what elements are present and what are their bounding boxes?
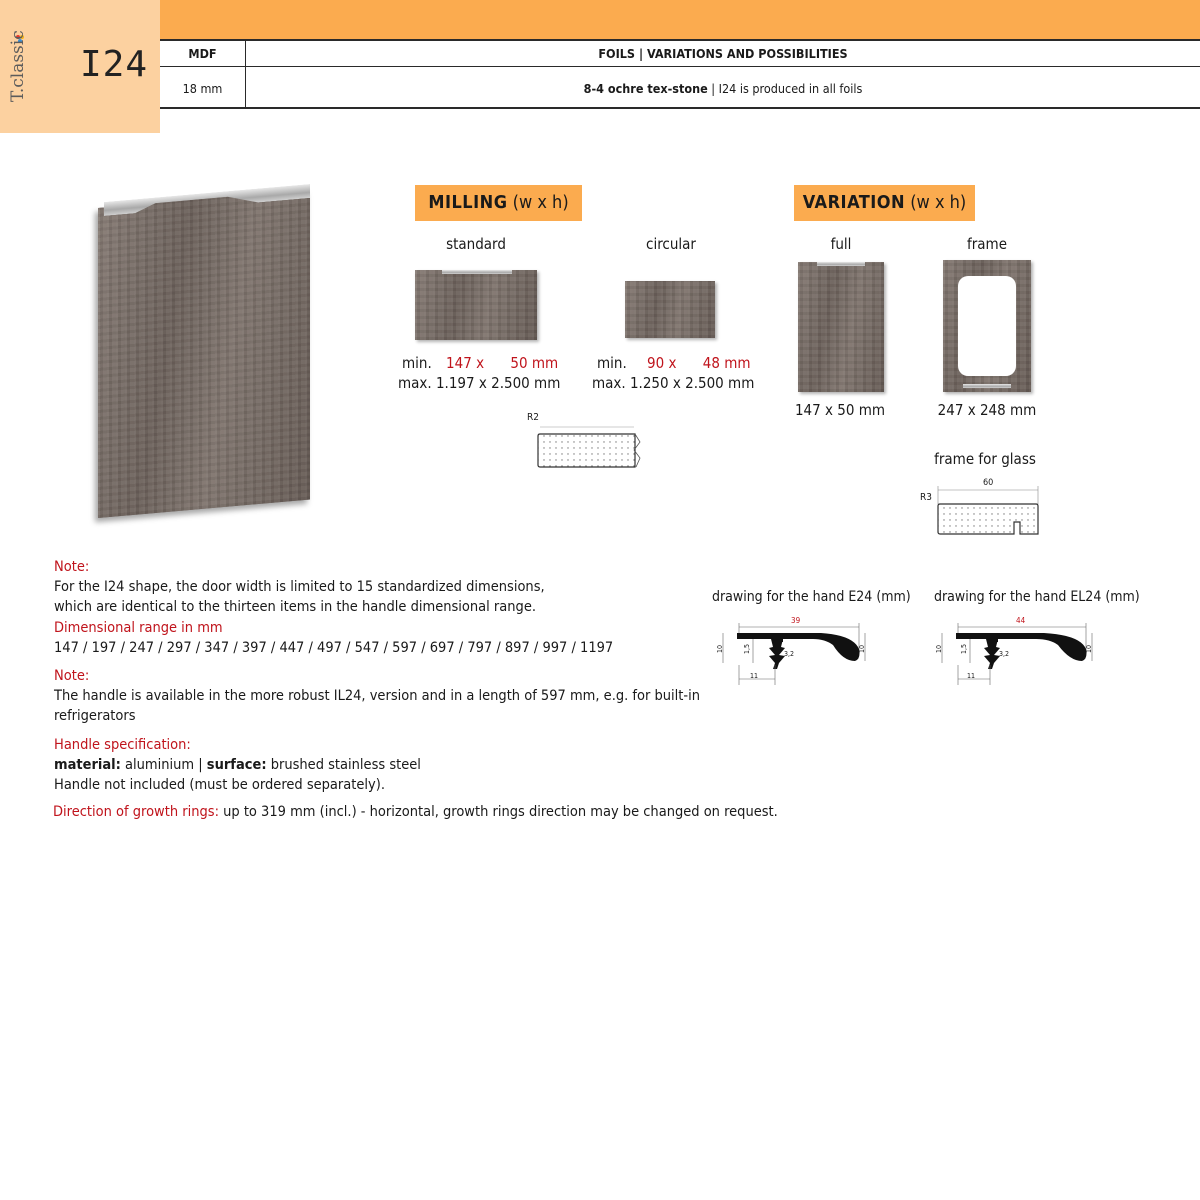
range-values: 147 / 197 / 247 / 297 / 347 / 397 / 447 / 497 / 547 / 597 / 697 / 797 / 897 / 997 / 1197 [54,640,614,656]
el24-top-dim: 44 [1016,616,1026,625]
min-height: 48 mm [702,354,751,372]
growth-val: up to 319 mm (incl.) - horizontal, growth rings direction may be changed on request. [218,804,778,820]
note2-title: Note: [54,668,90,684]
min-prefix: min. [402,354,432,372]
min-width: 147 x [446,354,485,372]
variation-full-sample [798,262,884,392]
r3-label: R3 [920,492,932,503]
brand-logo [8,30,48,116]
col-foils-header: FOILS | VARIATIONS AND POSSIBILITIES [598,46,848,61]
thickness-value: 18 mm [182,81,223,96]
variation-full-size: 147 x 50 mm [794,401,886,419]
brand-name: T.classic [8,30,28,102]
milling-circular-min [597,354,751,372]
min-width: 90 x [647,354,677,372]
note2-line1: The handle is available in the more robust IL24, version and in a length of 597 mm, e.g. for built-in [54,688,700,704]
milling-title: MILLING [428,192,508,213]
spec-title: Handle specification: [54,737,191,753]
el24-inner-dim: 1,5 [960,643,969,655]
milling-suffix: (w x h) [507,192,569,213]
note1-line2: which are identical to the thirteen items in the handle dimensional range. [54,599,536,615]
door-image [98,189,310,518]
e24-bottom-dim: 11 [750,672,759,680]
milling-circular-max: max. 1.250 x 2.500 mm [592,374,755,392]
note2-line2: refrigerators [54,708,136,724]
milling-standard-label: standard [446,235,506,253]
top-bar [160,0,1200,40]
el24-height-left: 10 [935,644,944,654]
variation-tag [794,185,975,221]
el24-height-right: 10 [1085,644,1094,654]
spec-line2: Handle not included (must be ordered separately). [54,777,385,793]
variation-title: VARIATION [802,192,906,213]
drawing-e24-title: drawing for the hand E24 (mm) [712,589,911,605]
spec-line1 [54,755,421,775]
variation-full-handle [817,262,865,266]
milling-standard-sample [415,270,537,340]
e24-height-right: 10 [858,644,867,654]
foil-name: 8-4 ochre tex-stone [583,81,708,96]
min-prefix: min. [597,354,627,372]
e24-inner-dim: 1,5 [743,643,752,655]
header-line-bottom [160,107,1200,109]
header-line-top [160,39,1200,41]
frame-for-glass-label: frame for glass [934,450,1036,468]
r2-profile-drawing [530,422,645,472]
e24-handle-shape [713,615,883,695]
glass-profile-drawing [930,482,1045,540]
col-mdf-header: MDF [188,46,217,61]
e24-top-dim: 39 [791,616,801,625]
e24-height-left: 10 [716,644,725,654]
drawing-el24 [932,615,1107,695]
note1-line1: For the I24 shape, the door width is limited to 15 standardized dimensions, [54,579,545,595]
spec-material-key: material: [54,757,121,773]
variation-suffix: (w x h) [905,192,967,213]
r2-label: R2 [527,412,539,423]
drawing-el24-title: drawing for the hand EL24 (mm) [934,589,1140,605]
header-line-mid [160,66,1200,67]
variation-frame-handle [963,384,1011,388]
el24-stem-dim: 3,2 [999,650,1010,658]
growth-note [53,802,778,822]
milling-circular-sample [625,281,715,338]
milling-standard-min [402,354,558,372]
note1-title: Note: [54,559,90,575]
milling-standard-max: max. 1.197 x 2.500 mm [398,374,561,392]
drawing-e24 [713,615,883,695]
variation-frame-opening [958,276,1016,376]
variation-full-label: full [830,235,852,253]
spec-surface-val: brushed stainless steel [266,757,421,773]
e24-stem-dim: 3,2 [784,650,795,658]
foil-note: | I24 is produced in all foils [707,81,863,96]
spec-material-val: aluminium | [120,757,207,773]
min-height: 50 mm [510,354,559,372]
milling-standard-handle [442,270,512,274]
growth-key: Direction of growth rings: [53,804,219,820]
foil-value [246,81,1200,96]
variation-frame-label: frame [966,235,1007,253]
spec-surface-key: surface: [206,757,267,773]
milling-circular-label: circular [646,235,696,253]
glass-width-label: 60 [983,478,994,488]
el24-handle-shape [932,615,1107,695]
milling-tag [415,185,582,221]
variation-frame-size: 247 x 248 mm [937,401,1037,419]
range-title: Dimensional range in mm [54,620,223,636]
el24-bottom-dim: 11 [967,672,976,680]
product-code: I24 [80,44,149,85]
